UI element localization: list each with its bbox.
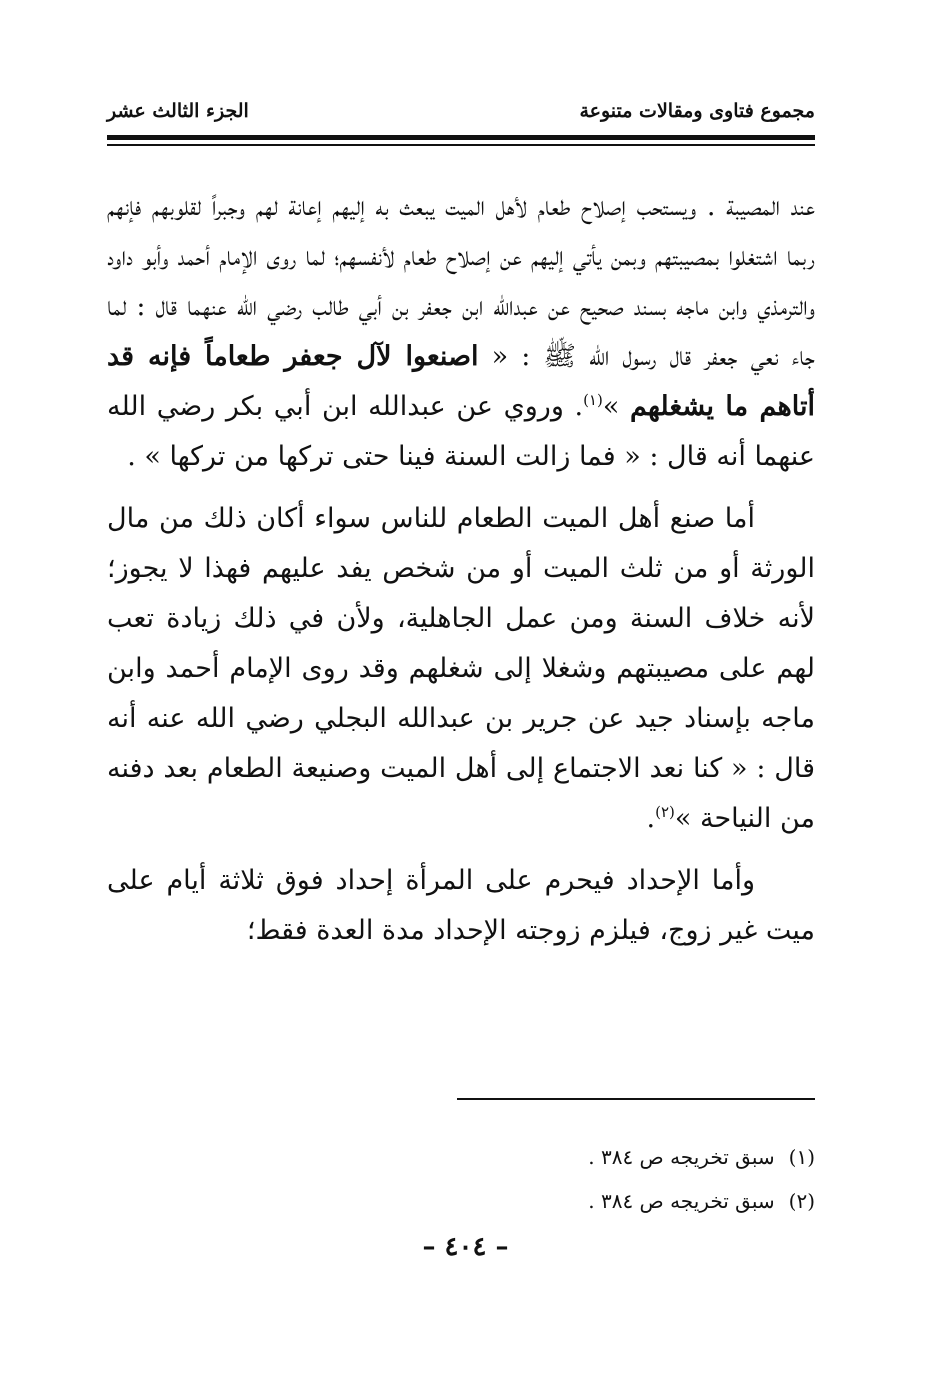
paragraph-3: وأما الإحداد فيحرم على المرأة إحداد فوق ثلاثة أيام على ميت غير زوج، فيلزم زوجته الإحداد مدة العدة فقط؛ xyxy=(107,865,815,946)
footnote-ref-2[interactable]: (٢) xyxy=(655,803,675,821)
footnote-text: سبق تخريجه ص ٣٨٤ . xyxy=(588,1189,775,1213)
running-header xyxy=(107,100,815,122)
volume-label: الجزء الثالث عشر xyxy=(107,100,249,122)
page-number: – ٤٠٤ – xyxy=(422,1232,509,1262)
header-rule-thick xyxy=(107,135,815,140)
footnote-number: (٢) xyxy=(788,1189,815,1213)
footnote-1 xyxy=(107,1135,815,1179)
footnotes xyxy=(107,1135,815,1223)
footnote-separator xyxy=(457,1098,815,1100)
book-title: مجموع فتاوى ومقالات متنوعة xyxy=(579,100,815,122)
footnote-2 xyxy=(107,1179,815,1223)
paragraph-2: أما صنع أهل الميت الطعام للناس سواء أكان ذلك من مال الورثة أو من ثلث الميت أو من شخص يفد عليهم فهذا لا يجوز؛ لأنه خلاف السنة ومن عمل الجاهلية، ولأن في ذلك زيادة تعب لهم على مصيبتهم وشغلا إلى شغلهم وقد روى الإمام أحمد وابن ماجه بإسناد جيد عن جرير بن عبدالله البجلي رضي الله عنه أنه قال : « كنا نعد الاجتماع إلى أهل الميت وصنيعة الطعام بعد دفنه من النياحة »$^{(٢)}$. xyxy=(107,503,815,834)
header-rule-thin xyxy=(107,144,815,146)
hadith-quote: اصنعوا لآل جعفر طعاماً فإنه قد أتاهم ما يشغلهم xyxy=(107,341,815,422)
paragraph-1: عند المصيبة . ويستحب إصلاح طعام لأهل الميت يبعث به إليهم إعانة لهم وجبراً لقلوبهم فإنهم ربما اشتغلوا بمصيبتهم وبمن يأتي إليهم عن إصلاح طعام لأنفسهم؛ لما روى الإمام أحمد وأبو داود والترمذي وابن ماجه بسند صحيح عن عبدالله ابن جعفر بن أبي طالب رضي الله عنهما قال : لما جاء نعي جعفر قال رسول الله ﷺ : « اصنعوا لآل جعفر طعاماً فإنه قد أتاهم ما يشغلهم »$^{(١)}$. وروي عن عبدالله ابن أبي بكر رضي الله عنهما أنه قال : « فما زالت السنة فينا حتى تركها من تركها » . xyxy=(107,191,815,472)
body-text xyxy=(107,182,815,956)
footnote-number: (١) xyxy=(788,1145,815,1169)
footnote-ref-1[interactable]: (١) xyxy=(583,391,603,409)
footnote-text: سبق تخريجه ص ٣٨٤ . xyxy=(588,1145,775,1169)
